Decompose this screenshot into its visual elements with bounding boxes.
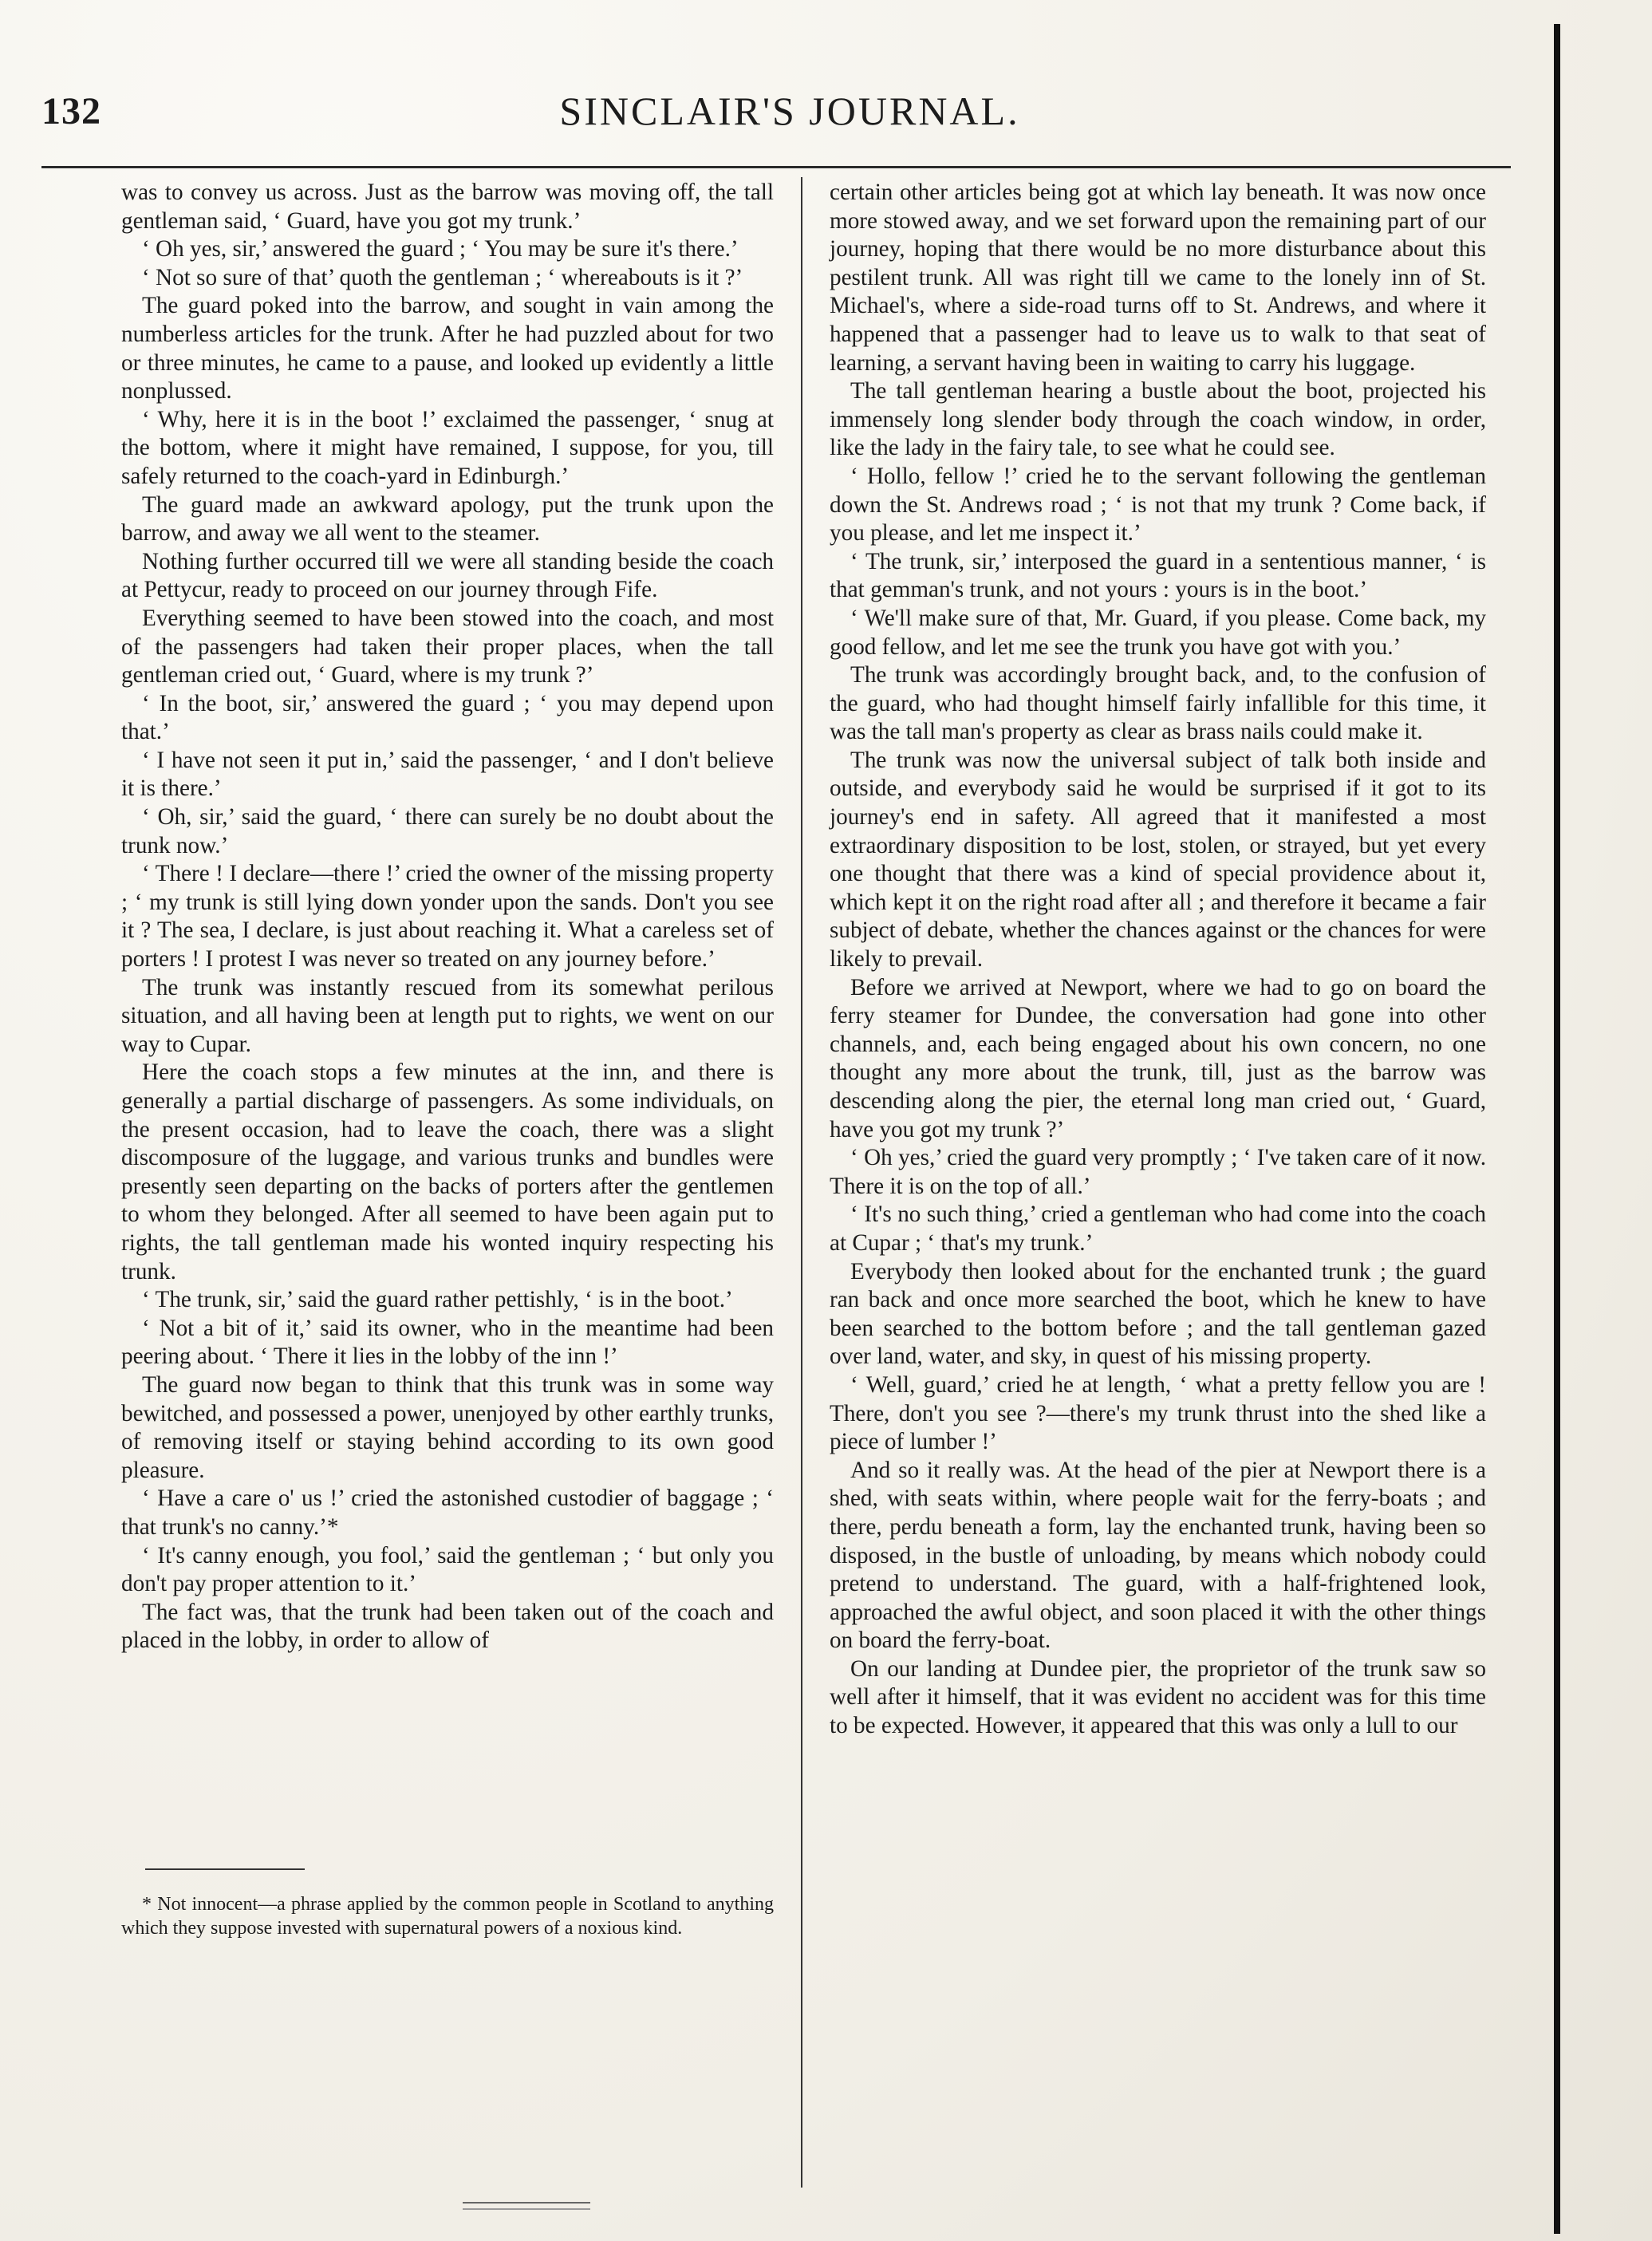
left-column: [121, 179, 774, 1655]
footnote-text: * Not innocent—a phrase applied by the common people in Scotland to anything which they suppose invested with supernatural powers of a noxious kind.: [121, 1894, 774, 1939]
paragraph: ‘ Oh yes,’ cried the guard very promptly ; ‘ I've taken care of it now. There it is on the top of all.’: [830, 1145, 1486, 1199]
paragraph: The guard now began to think that this trunk was in some way bewitched, and possessed a power, unenjoyed by other earthly trunks, of removing itself or staying behind according to its own good pleasure.: [121, 1371, 774, 1483]
paragraph: ‘ Not a bit of it,’ said its owner, who in the meantime had been peering about. ‘ There it lies in the lobby of the inn !’: [121, 1315, 774, 1370]
paragraph: ‘ I have not seen it put in,’ said the passenger, ‘ and I don't believe it is there.’: [121, 747, 774, 802]
paragraph: ‘ Oh, sir,’ said the guard, ‘ there can surely be no doubt about the trunk now.’: [121, 804, 774, 858]
paragraph: The trunk was now the universal subject of talk both inside and outside, and everybody said he would be surprised if it got to its journey's end in safety. All agreed that it manifested a most extraordinary disposition to be lost, stolen, or strayed, but yet every one thought that there was a kind of special providence about it, which kept it on the right road after all ; and therefore it became a fair subject of debate, whether the chances against or the chances for were likely to prevail.: [830, 747, 1486, 973]
paragraph: ‘ Hollo, fellow !’ cried he to the servant following the gentleman down the St. Andrews road ; ‘ is not that my trunk ? Come back, if you please, and let me inspect it.’: [830, 463, 1486, 546]
paragraph: ‘ Have a care o' us !’ cried the astonished custodier of baggage ; ‘ that trunk's no canny.’*: [121, 1485, 774, 1540]
running-head: SINCLAIR'S JOURNAL.: [559, 89, 1020, 133]
paragraph: certain other articles being got at which lay beneath. It was now once more stowed away, and we set forward upon the remaining part of our journey, hoping that there would be no more disturbance about this pestilent trunk. All was right till we came to the lonely inn of St. Michael's, where a side-road turns off to St. Andrews, and where it happened that a passenger had to leave us to walk to that seat of learning, a servant having been in waiting to carry his luggage.: [830, 180, 1486, 376]
paragraph: Everything seemed to have been stowed into the coach, and most of the passengers had taken their proper places, when the tall gentleman cried out, ‘ Guard, where is my trunk ?’: [121, 605, 774, 688]
paragraph: The guard poked into the barrow, and sought in vain among the numberless articles for the trunk. After he had puzzled about for two or three minutes, he came to a pause, and looked up evidently a little nonplussed.: [121, 293, 774, 404]
paragraph: Before we arrived at Newport, where we had to go on board the ferry steamer for Dundee, the conversation had gone into other channels, and, each being engaged about his own concern, no one thought any more about the trunk, till, just as the barrow was descending along the pier, the eternal long man cried out, ‘ Guard, have you got my trunk ?’: [830, 974, 1486, 1142]
paragraph: ‘ Not so sure of that’ quoth the gentleman ; ‘ whereabouts is it ?’: [142, 264, 743, 290]
paragraph: The tall gentleman hearing a bustle about the boot, projected his immensely long slender body through the coach window, in order, like the lady in the fairy tale, to see what he could see.: [830, 378, 1486, 461]
footnote: [121, 1892, 774, 1940]
paragraph: Nothing further occurred till we were all standing beside the coach at Pettycur, ready to proceed on our journey through Fife.: [121, 548, 774, 603]
paragraph: ‘ We'll make sure of that, Mr. Guard, if you please. Come back, my good fellow, and let me see the trunk you have got with you.’: [830, 605, 1486, 660]
paragraph: ‘ The trunk, sir,’ said the guard rather pettishly, ‘ is in the boot.’: [142, 1287, 733, 1313]
paragraph: The guard made an awkward apology, put the trunk upon the barrow, and away we all went to the steamer.: [121, 491, 774, 546]
paragraph: The fact was, that the trunk had been taken out of the coach and placed in the lobby, in order to allow of: [121, 1599, 774, 1654]
paragraph: ‘ There ! I declare—there !’ cried the owner of the missing property ; ‘ my trunk is still lying down yonder upon the sands. Don't you see it ? The sea, I declare, is just about reaching it. What a careless set of porters ! I protest I was never so treated on any journey before.’: [121, 861, 774, 973]
column-divider: [801, 177, 802, 2188]
paragraph: Everybody then looked about for the enchanted trunk ; the guard ran back and once more searched the boot, which he knew to have been searched to the bottom before ; and the tall gentleman gazed over land, water, and sky, in quest of his missing property.: [830, 1258, 1486, 1370]
paragraph: ‘ In the boot, sir,’ answered the guard ; ‘ you may depend upon that.’: [121, 690, 774, 745]
paragraph: ‘ Oh yes, sir,’ answered the guard ; ‘ You may be sure it's there.’: [142, 236, 739, 262]
bottom-ornament: [463, 2202, 590, 2210]
right-column: [830, 179, 1486, 1741]
paragraph: was to convey us across. Just as the barrow was moving off, the tall gentleman said, ‘ Guard, have you got my trunk.’: [121, 180, 774, 234]
page-number: 132: [41, 90, 101, 132]
paragraph: ‘ The trunk, sir,’ interposed the guard in a sententious manner, ‘ is that gemman's trunk, and not yours : yours is in the boot.’: [830, 548, 1486, 603]
paragraph: ‘ Well, guard,’ cried he at length, ‘ what a pretty fellow you are ! There, don't you see ?—there's my trunk thrust into the shed like a piece of lumber !’: [830, 1371, 1486, 1455]
footnote-rule: [145, 1868, 305, 1870]
paragraph: ‘ It's canny enough, you fool,’ said the gentleman ; ‘ but only you don't pay proper attention to it.’: [121, 1542, 774, 1597]
paragraph: The trunk was instantly rescued from its somewhat perilous situation, and all having been at length put to rights, we went on our way to Cupar.: [121, 974, 774, 1057]
page-edge-shadow: [1554, 24, 1560, 2234]
paragraph: ‘ It's no such thing,’ cried a gentleman who had come into the coach at Cupar ; ‘ that's my trunk.’: [830, 1201, 1486, 1256]
header-rule: [41, 166, 1511, 168]
paragraph: The trunk was accordingly brought back, and, to the confusion of the guard, who had thought himself fairly infallible for this time, it was the tall man's property as clear as brass nails could make it.: [830, 662, 1486, 745]
paragraph: And so it really was. At the head of the pier at Newport there is a shed, with seats within, where people wait for the ferry-boats ; and there, perdu beneath a form, lay the enchanted trunk, having been so disposed, in the bustle of unloading, by means which nobody could pretend to understand. The guard, with a half-frightened look, approached the awful object, and soon placed it with the other things on board the ferry-boat.: [830, 1457, 1486, 1654]
paragraph: ‘ Why, here it is in the boot !’ exclaimed the passenger, ‘ snug at the bottom, where it might have remained, I suppose, for you, till safely returned to the coach-yard in Edinburgh.’: [121, 406, 774, 489]
paragraph: Here the coach stops a few minutes at the inn, and there is generally a partial discharge of passengers. As some individuals, on the present occasion, had to leave the coach, there was a slight discomposure of the luggage, and various trunks and bundles were presently seen departing on the backs of porters after the gentlemen to whom they belonged. After all seemed to have been again put to rights, the tall gentleman made his wonted inquiry respecting his trunk.: [121, 1059, 774, 1284]
paragraph: On our landing at Dundee pier, the proprietor of the trunk saw so well after it himself, that it was evident no accident was for this time to be expected. However, it appeared that this was only a lull to our: [830, 1655, 1486, 1739]
